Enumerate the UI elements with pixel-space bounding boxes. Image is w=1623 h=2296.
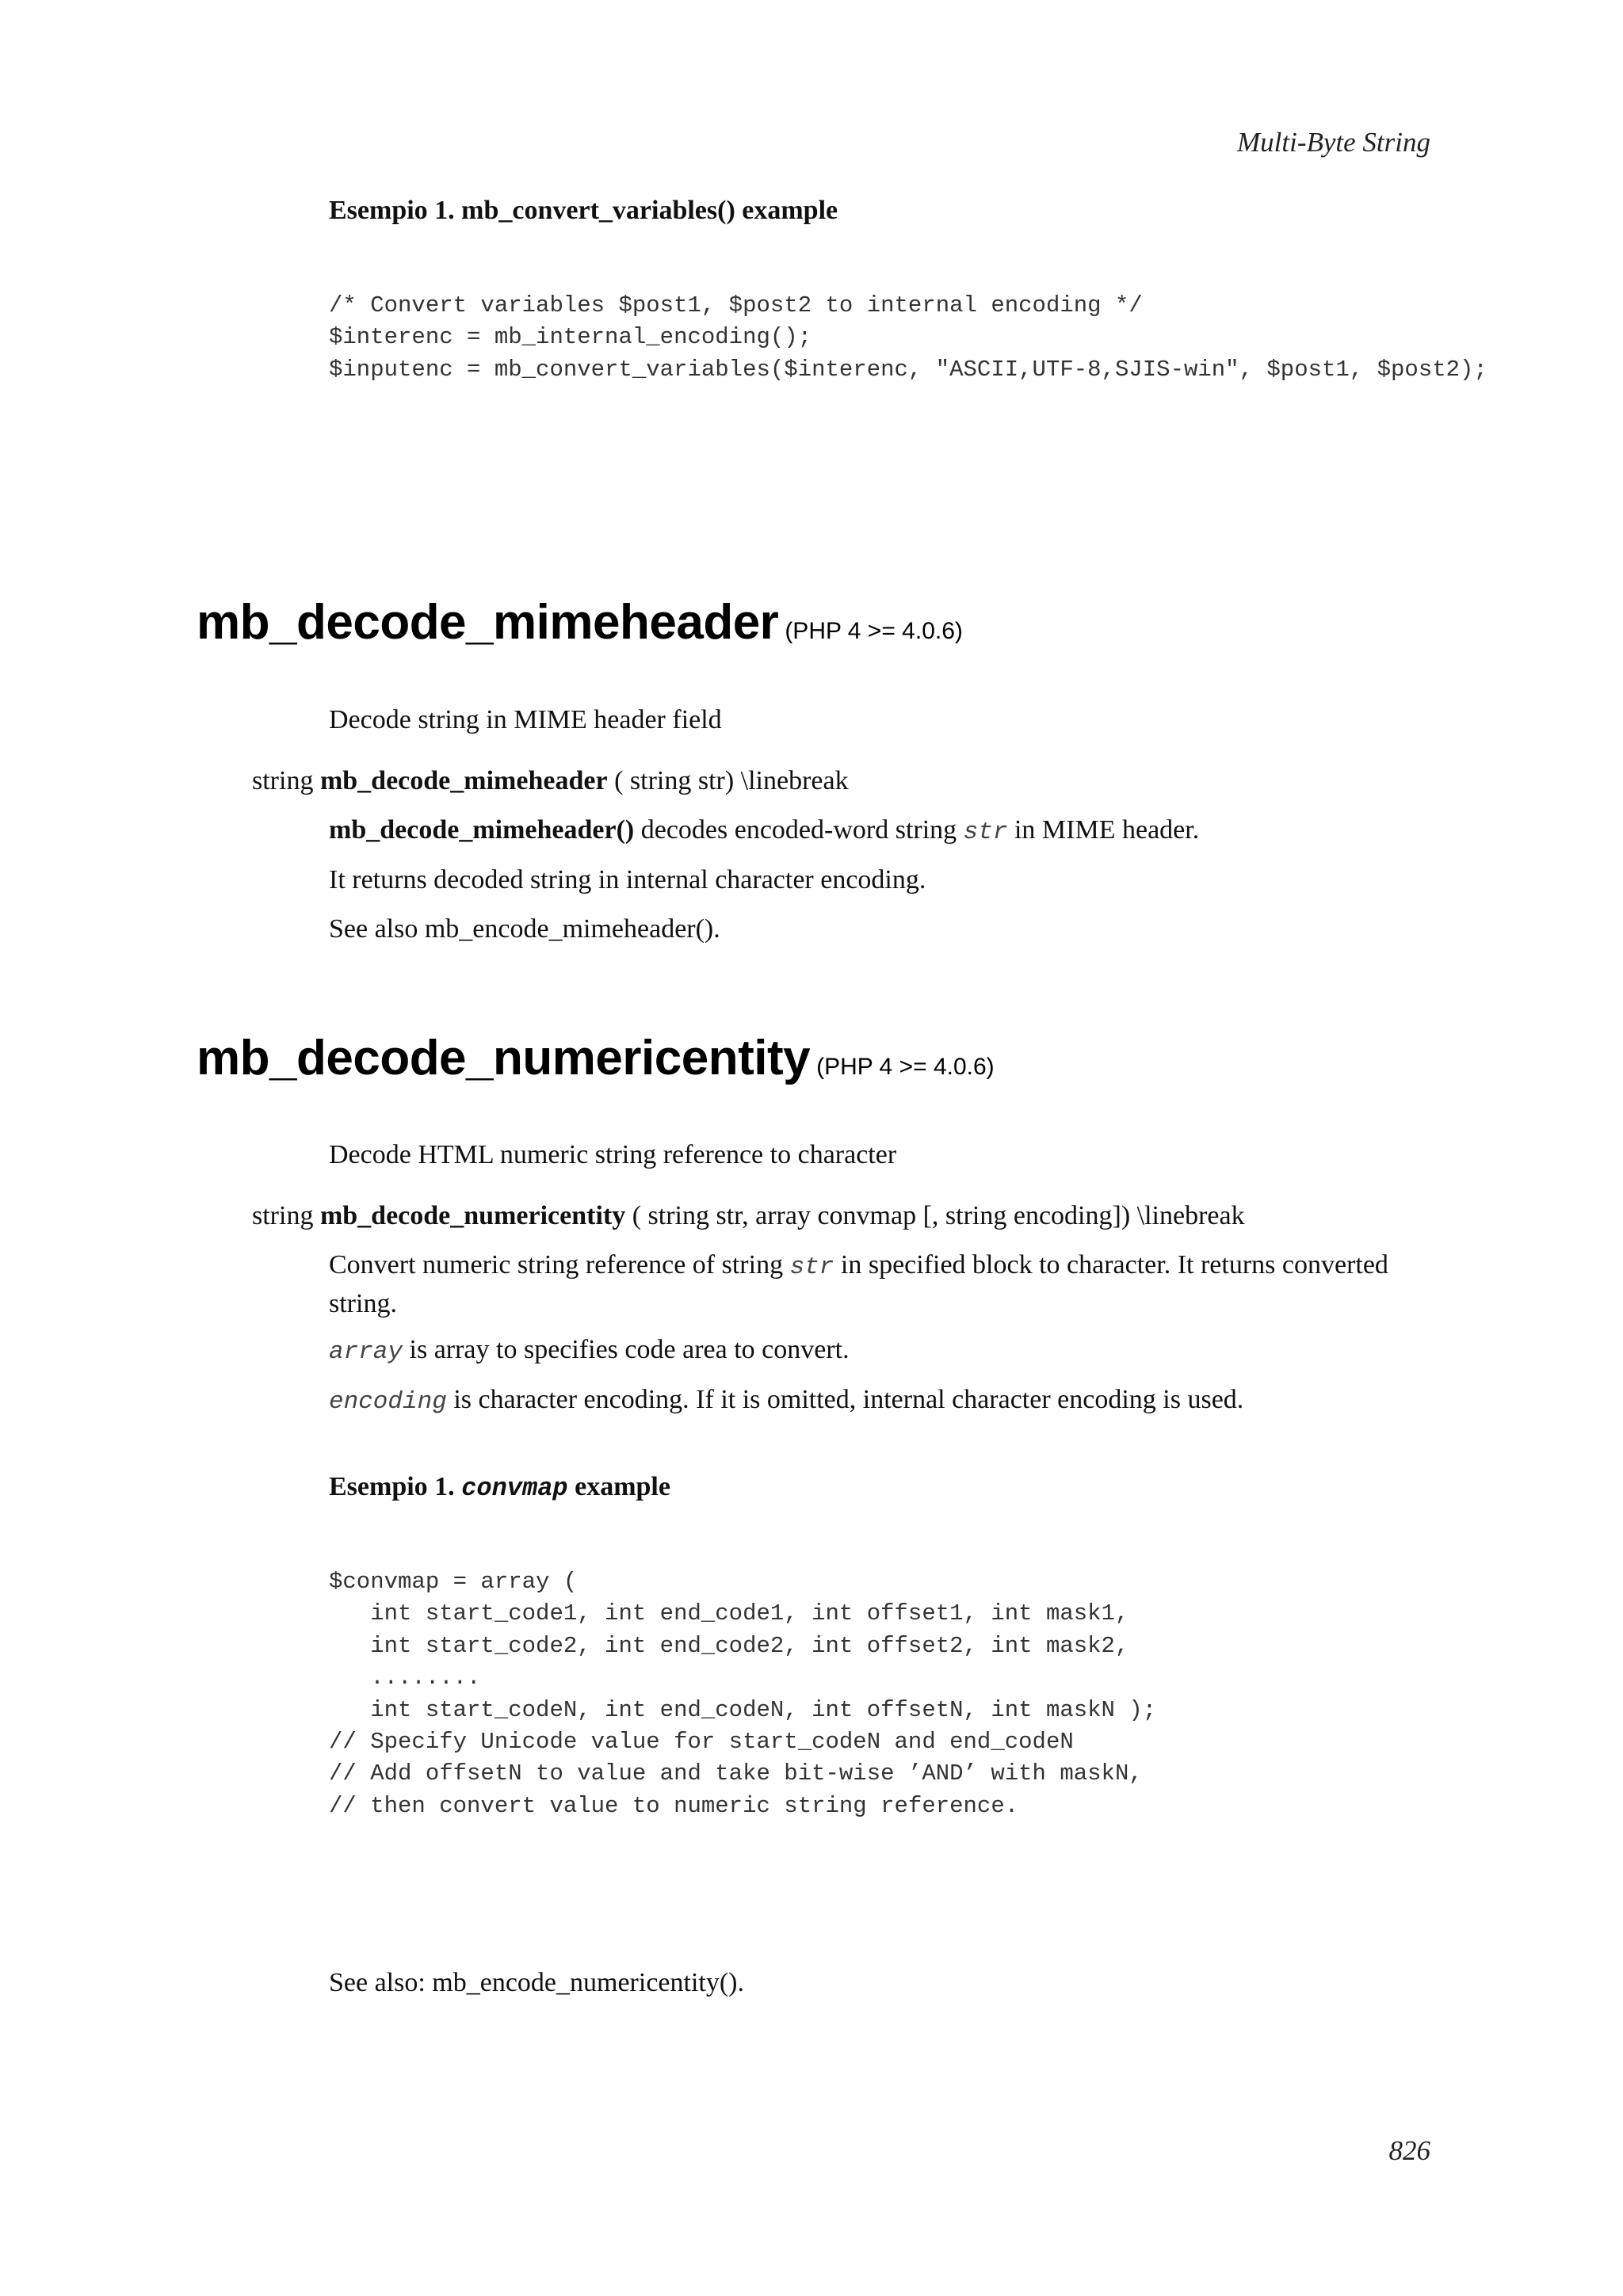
- description-text: decodes encoded-word string: [640, 815, 957, 845]
- see-also: See also: mb_encode_numericentity().: [329, 1968, 744, 1997]
- code-block: $convmap = array ( int start_code1, int end_code1, int offset1, int mask1, int start_code2, int end_code2, int offset2, int mask2, ........ int start_codeN, int end_codeN, int offsetN, int maskN ); // Specify Unicode value for start_codeN and end_codeN // Add offsetN to value and take bit-wise ’AND’ with maskN, // then convert value to numeric string reference.: [329, 1569, 1157, 1819]
- function-heading: [197, 594, 963, 650]
- code-block: /* Convert variables $post1, $post2 to internal encoding */ $interenc = mb_internal_encoding(); $inputenc = mb_convert_variables($interenc, "ASCII,UTF-8,SJIS-win", $post1, $post2);: [329, 292, 1487, 383]
- description-paragraph: [329, 1247, 1388, 1322]
- function-name: mb_decode_mimeheader: [197, 595, 779, 650]
- parameter-name: array: [329, 1338, 403, 1366]
- description-text: is array to specifies code area to convert.: [409, 1335, 850, 1364]
- function-synopsis: [252, 763, 849, 799]
- example-title: [329, 1472, 670, 1503]
- synopsis-function: mb_decode_numericentity: [319, 1201, 626, 1230]
- function-purpose: Decode HTML numeric string reference to character: [329, 1140, 897, 1169]
- description-text: is character encoding. If it is omitted, internal character encoding is used.: [453, 1385, 1244, 1414]
- description-text: string.: [329, 1289, 397, 1318]
- parameter-description: [329, 1332, 850, 1371]
- parameter-name: encoding: [329, 1388, 447, 1416]
- synopsis-function: mb_decode_mimeheader: [319, 766, 608, 795]
- description-text: Convert numeric string reference of string: [329, 1250, 784, 1280]
- synopsis-params: ( string str) \linebreak: [614, 766, 849, 795]
- description-text: in specified block to character. It returns converted: [840, 1250, 1388, 1280]
- running-head: Multi-Byte String: [1237, 127, 1430, 158]
- example-title: Esempio 1. mb_convert_variables() example: [329, 196, 838, 225]
- example-label: example: [575, 1472, 670, 1501]
- example-code-name: convmap: [461, 1474, 568, 1503]
- return-type: string: [252, 1201, 314, 1230]
- function-version: (PHP 4 >= 4.0.6): [816, 1054, 995, 1080]
- description-text: in MIME header.: [1014, 815, 1200, 845]
- parameter-description: [329, 1382, 1243, 1421]
- parameter-name: str: [789, 1253, 834, 1281]
- return-type: string: [252, 766, 314, 795]
- synopsis-params: ( string str, array convmap [, string encoding]) \linebreak: [632, 1201, 1245, 1230]
- description-paragraph: [329, 812, 1199, 851]
- function-version: (PHP 4 >= 4.0.6): [785, 618, 963, 644]
- function-heading: [197, 1030, 995, 1086]
- parameter-name: str: [963, 818, 1008, 846]
- function-name: mb_decode_numericentity: [197, 1031, 811, 1085]
- function-synopsis: [252, 1198, 1245, 1234]
- example-label: Esempio 1.: [329, 1472, 455, 1501]
- page-number: 826: [1388, 2135, 1430, 2166]
- see-also: See also mb_encode_mimeheader().: [329, 914, 720, 944]
- function-reference: mb_decode_mimeheader(): [329, 815, 635, 845]
- return-description: It returns decoded string in internal character encoding.: [329, 865, 926, 894]
- function-purpose: Decode string in MIME header field: [329, 705, 722, 734]
